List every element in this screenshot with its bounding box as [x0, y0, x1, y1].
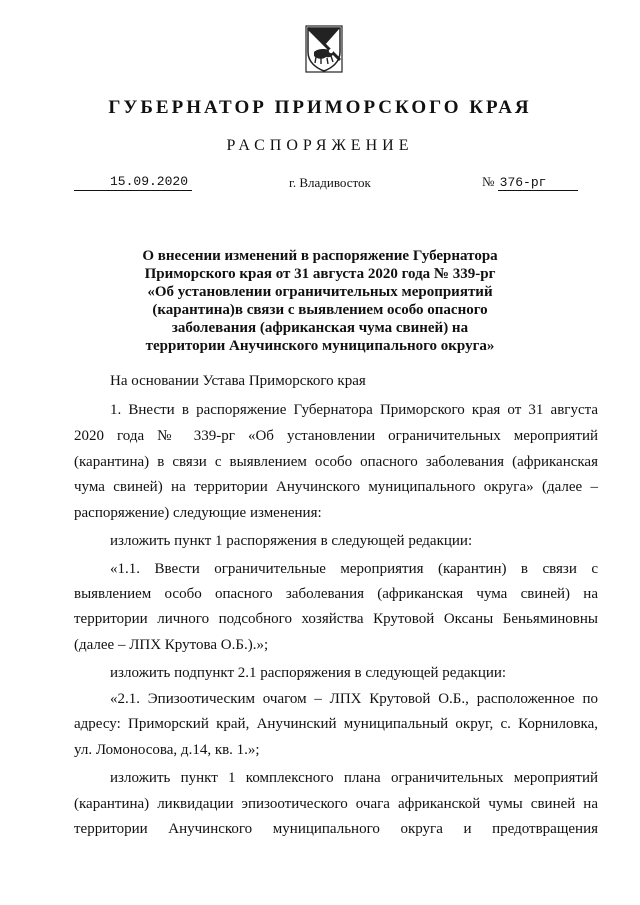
body-line: (карантина) ликвидации эпизоотического очага африканской чумы свиней на [74, 796, 598, 812]
heading-line: (карантина)в связи с выявлением особо опасного [152, 302, 488, 318]
coat-of-arms-icon [300, 22, 348, 78]
issuer-title: ГУБЕРНАТОР ПРИМОРСКОГО КРАЯ [108, 97, 532, 118]
body-line: На основании Устава Приморского края [110, 373, 366, 389]
body-line: (далее – ЛПХ Крутова О.Б.).»; [74, 637, 269, 653]
heading-line: заболевания (африканская чума свиней) на [171, 320, 469, 336]
body-line: ул. Ломоносова, д.14, кв. 1.»; [74, 742, 260, 758]
heading-line: территории Анучинского муниципального округа» [145, 338, 495, 354]
body-line: адресу: Приморский край, Анучинский муниципальный округ, с. Корниловка, [74, 716, 598, 732]
heading-line: О внесении изменений в распоряжение Губернатора [142, 248, 498, 264]
body-line: (карантина) в связи с выявлением особо опасного заболевания (африканская [74, 454, 598, 470]
body-line: чума свиней) на территории Анучинского муниципального округа» (далее – [74, 479, 598, 495]
body-line: «1.1. Ввести ограничительные мероприятия (карантин) в связи с [110, 561, 598, 577]
body-line: территории Анучинского муниципального округа и предотвращения [74, 821, 598, 837]
body-line: изложить пункт 1 комплексного плана ограничительных мероприятий [110, 770, 598, 786]
body-line: территории личного подсобного хозяйства Крутовой Оксаны Беньяминовны [74, 611, 598, 627]
document-city: г. Владивосток [289, 175, 371, 190]
document-number: 376-рг [498, 175, 578, 191]
body-line: «2.1. Эпизоотическим очагом – ЛПХ Крутовой О.Б., расположенное по [110, 691, 598, 707]
number-label: № [482, 174, 495, 189]
document-date: 15.09.2020 [74, 174, 192, 191]
document-type: РАСПОРЯЖЕНИЕ [226, 137, 414, 154]
body-line: распоряжение) следующие изменения: [74, 505, 322, 521]
document-heading [90, 247, 550, 355]
body-line: 2020 года № 339-рг «Об установлении ограничительных мероприятий [74, 428, 598, 444]
body-line: выявлением особо опасного заболевания (африканская чума свиней) на [74, 586, 598, 602]
body-line: 1. Внести в распоряжение Губернатора Приморского края от 31 августа [110, 402, 598, 418]
heading-line: «Об установлении ограничительных мероприятий [147, 284, 493, 300]
document-number-field [482, 174, 578, 191]
body-line: изложить подпункт 2.1 распоряжения в следующей редакции: [110, 665, 507, 681]
heading-line: Приморского края от 31 августа 2020 года № 339-рг [144, 266, 496, 282]
body-line: изложить пункт 1 распоряжения в следующей редакции: [110, 533, 473, 549]
